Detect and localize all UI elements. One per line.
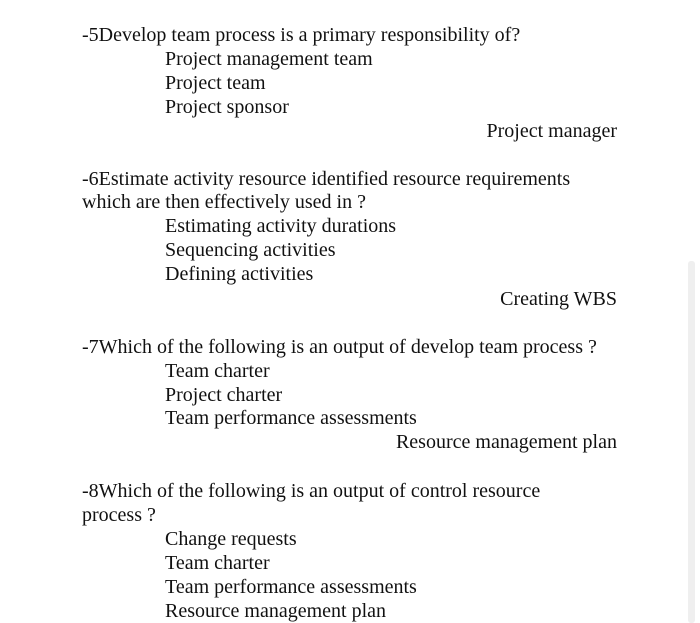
option: Change requests — [165, 528, 297, 550]
option: Resource management plan — [165, 600, 387, 622]
option: Project management team — [165, 48, 373, 70]
option: Team charter — [165, 360, 270, 382]
question-6-cont: which are then effectively used in ? — [82, 191, 366, 213]
option: Team performance assessments — [165, 576, 417, 598]
scrollbar-track[interactable] — [688, 261, 695, 623]
option: Resource management plan — [395, 431, 617, 453]
option: Project team — [165, 72, 266, 94]
question-7: -7Which of the following is an output of develop team process ? — [82, 336, 597, 358]
question-5: -5Develop team process is a primary responsibility of? — [82, 24, 521, 46]
question-8-cont: process ? — [82, 504, 156, 526]
option: Team charter — [165, 552, 270, 574]
question-6: -6Estimate activity resource identified resource requirements — [82, 168, 571, 190]
question-8: -8Which of the following is an output of control resource — [82, 480, 541, 502]
option: Defining activities — [165, 263, 314, 285]
option: Creating WBS — [500, 288, 617, 310]
option: Project sponsor — [165, 96, 289, 118]
option: Sequencing activities — [165, 239, 336, 261]
option: Estimating activity durations — [165, 215, 397, 237]
option: Project charter — [165, 384, 283, 406]
option: Team performance assessments — [165, 407, 417, 429]
option: Project manager — [486, 120, 617, 142]
